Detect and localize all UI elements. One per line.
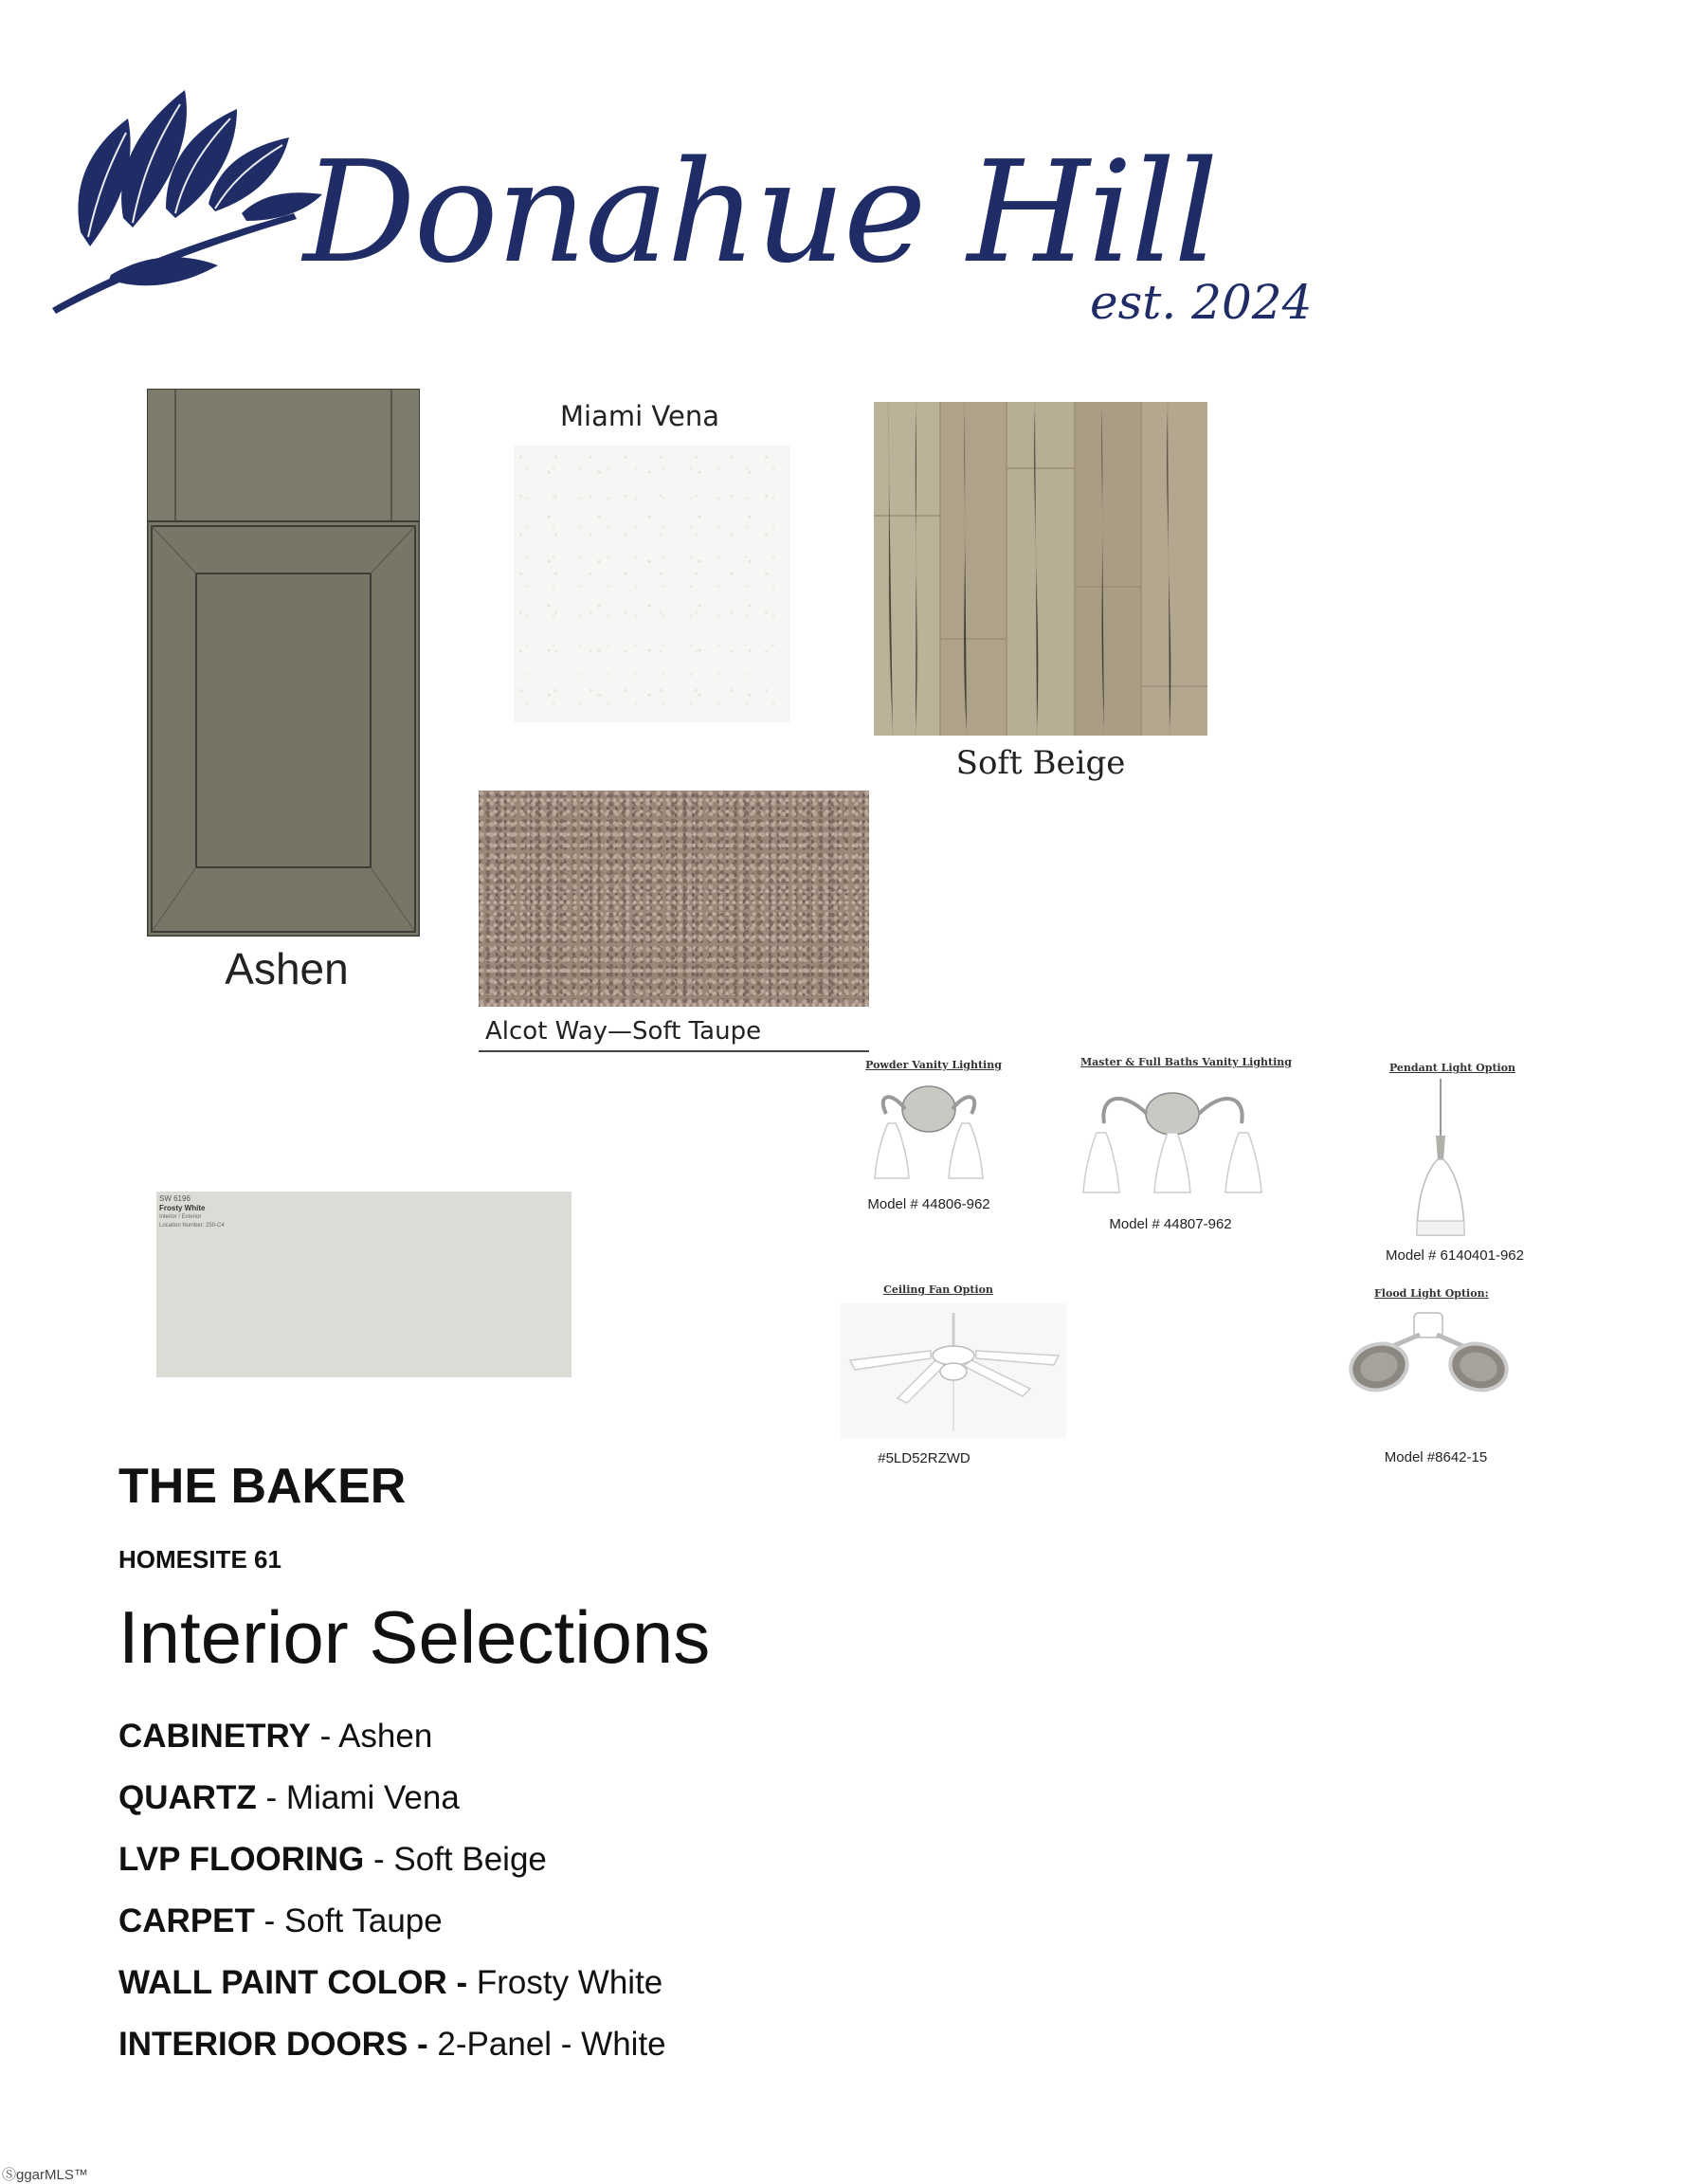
lvp-flooring-swatch [874, 402, 1207, 736]
selection-key: WALL PAINT COLOR - [118, 1964, 468, 2001]
pendant-light-model: Model # 6140401-962 [1386, 1247, 1524, 1264]
selection-row-interior-doors [118, 2026, 666, 2064]
two-light-vanity-icon [858, 1076, 1000, 1190]
carpet-underline [479, 1050, 869, 1052]
selection-separator: - [310, 1718, 339, 1755]
selection-separator [428, 2026, 438, 2063]
mls-watermark: ⓈggarMLS™ [2, 2167, 88, 2183]
paint-detail-2: Location Number: 250-C4 [159, 1223, 225, 1228]
pendant-light-icon [1407, 1079, 1474, 1240]
selection-separator [467, 1964, 477, 2001]
homesite-label: HOMESITE 61 [118, 1545, 281, 1574]
selection-value: Frosty White [476, 1964, 663, 2001]
paint-code: SW 6196 [159, 1194, 190, 1203]
flooring-caption: Soft Beige [955, 744, 1126, 782]
brand-established: est. 2024 [1090, 275, 1313, 330]
flood-light-icon [1346, 1308, 1512, 1398]
laurel-leaf-logo-icon [52, 81, 327, 318]
section-title: Interior Selections [118, 1595, 711, 1679]
selection-row-lvp-flooring [118, 1841, 547, 1879]
selection-key: INTERIOR DOORS - [118, 2026, 428, 2063]
selection-row-wall-paint [118, 1964, 662, 2002]
master-vanity-title: Master & Full Baths Vanity Lighting [1080, 1056, 1292, 1068]
selection-value: Miami Vena [285, 1779, 460, 1816]
selection-value: Ashen [338, 1718, 433, 1755]
three-light-vanity-icon [1066, 1081, 1279, 1199]
selection-value: Soft Beige [393, 1841, 547, 1878]
selection-value: Soft Taupe [284, 1902, 443, 1939]
pendant-light-title: Pendant Light Option [1388, 1062, 1516, 1074]
ceiling-fan-title: Ceiling Fan Option [883, 1283, 993, 1296]
cabinet-caption: Ashen [225, 944, 349, 993]
ceiling-fan-model: #5LD52RZWD [878, 1450, 970, 1466]
flood-light-model: Model #8642-15 [1384, 1449, 1488, 1465]
selection-row-quartz [118, 1779, 460, 1817]
selection-separator: - [364, 1841, 394, 1878]
master-vanity-model: Model # 44807-962 [1109, 1216, 1232, 1232]
quartz-caption: Miami Vena [560, 400, 719, 432]
selection-key: LVP FLOORING [118, 1841, 365, 1878]
selection-separator: - [256, 1779, 286, 1816]
selection-row-cabinetry [118, 1718, 432, 1756]
cabinet-door-swatch [147, 389, 420, 937]
paint-swatch [156, 1192, 571, 1377]
paint-detail-1: Interior / Exterior [159, 1214, 202, 1220]
powder-vanity-title: Powder Vanity Lighting [865, 1059, 1002, 1071]
selection-key: CARPET [118, 1902, 255, 1939]
carpet-swatch [479, 791, 869, 1007]
flood-light-title: Flood Light Option: [1374, 1287, 1489, 1300]
quartz-swatch [514, 446, 790, 722]
selection-separator: - [254, 1902, 285, 1939]
plan-model-name: THE BAKER [118, 1459, 407, 1514]
selection-key: CABINETRY [118, 1718, 311, 1755]
selection-value: 2-Panel - White [437, 2026, 666, 2063]
brand-name: Donahue Hill [303, 131, 1217, 294]
paint-name: Frosty White [159, 1204, 206, 1212]
ceiling-fan-icon [841, 1303, 1066, 1438]
carpet-caption: Alcot Way—Soft Taupe [485, 1017, 762, 1046]
selection-row-carpet [118, 1902, 443, 1940]
selection-key: QUARTZ [118, 1779, 257, 1816]
powder-vanity-model: Model # 44806-962 [867, 1196, 990, 1212]
